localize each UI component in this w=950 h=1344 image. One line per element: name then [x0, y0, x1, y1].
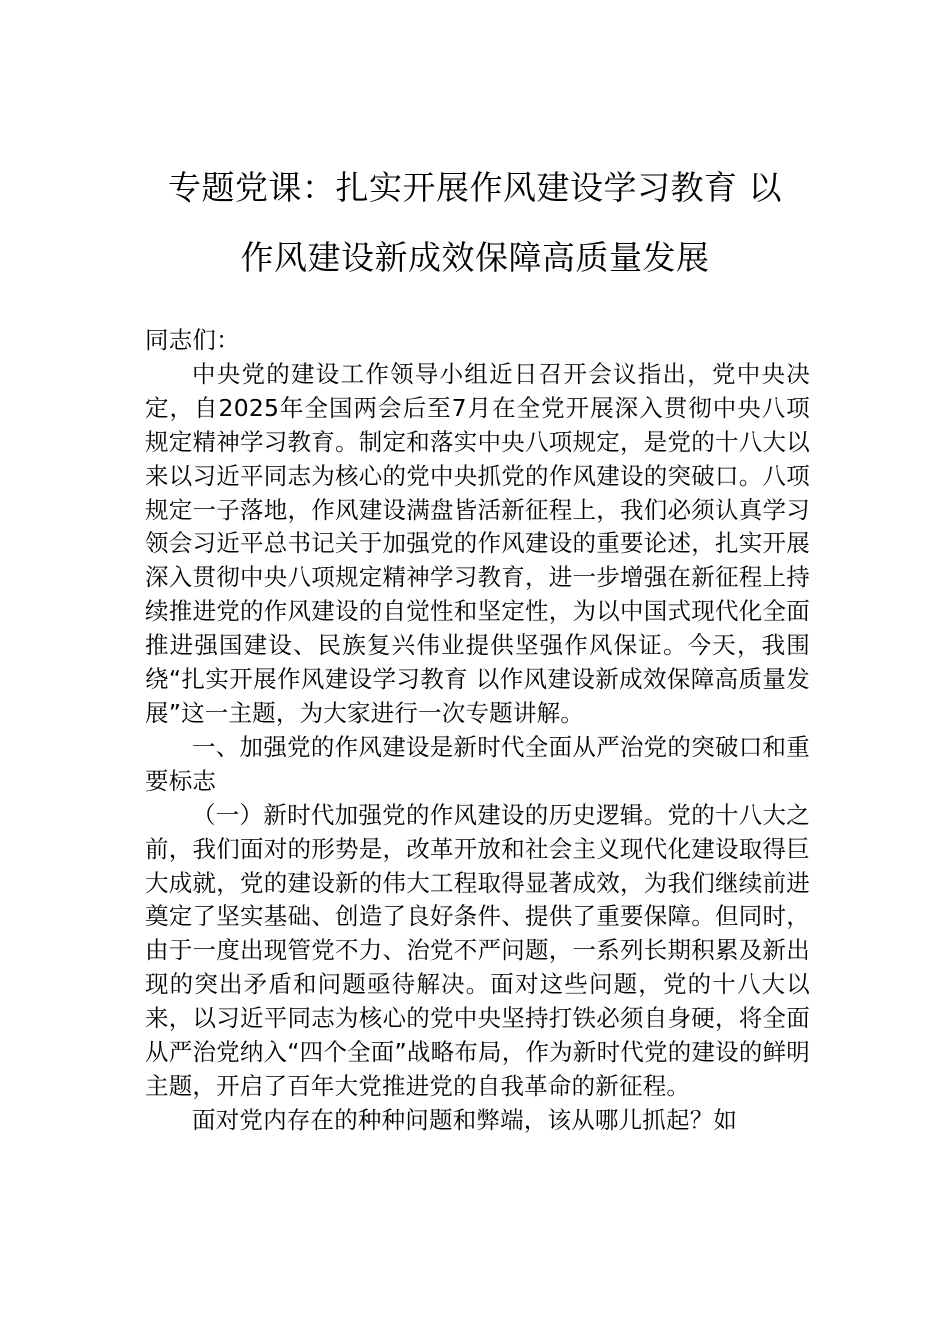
body-paragraph-subsection-1: （一）新时代加强党的作风建设的历史逻辑。党的十八大之前，我们面对的形势是，改革开放和社会主义现代化建设取得巨大成就，党的建设新的伟大工程取得显著成效，为我们继续前进奠定了坚实基础、创造了良好条件、提供了重要保障。但同时，由于一度出现管党不力、治党不严问题，一系列长期积累及新出现的突出矛盾和问题亟待解决。面对这些问题，党的十八大以来，以习近平同志为核心的党中央坚持打铁必须自身硬，将全面从严治党纳入“四个全面”战略布局，作为新时代党的建设的鲜明主题，开启了百年大党推进党的自我革命的新征程。 — [145, 800, 810, 1100]
body-paragraph-intro: 中央党的建设工作领导小组近日召开会议指出，党中央决定，自2025年全国两会后至7月在全党开展深入贯彻中央八项规定精神学习教育。制定和落实中央八项规定，是党的十八大以来以习近平同志为核心的党中央抓党的作风建设的突破口。八项规定一子落地，作风建设满盘皆活新征程上，我们必须认真学习领会习近平总书记关于加强党的作风建设的重要论述，扎实开展深入贯彻中央八项规定精神学习教育，进一步增强在新征程上持续推进党的作风建设的自觉性和坚定性，为以中国式现代化全面推进强国建设、民族复兴伟业提供坚强作风保证。今天，我围绕“扎实开展作风建设学习教育 以作风建设新成效保障高质量发展”这一主题，为大家进行一次专题讲解。 — [145, 359, 810, 727]
document-title-line-2: 作风建设新成效保障高质量发展 — [240, 238, 710, 277]
document-body — [145, 324, 810, 1138]
section-heading-1: 一、加强党的作风建设是新时代全面从严治党的突破口和重要标志 — [145, 732, 810, 795]
salutation: 同志们： — [145, 326, 240, 354]
body-paragraph-continued: 面对党内存在的种种问题和弊端，该从哪儿抓起？如 — [192, 1105, 738, 1134]
document-title-line-1: 专题党课：扎实开展作风建设学习教育 以 — [168, 168, 782, 207]
